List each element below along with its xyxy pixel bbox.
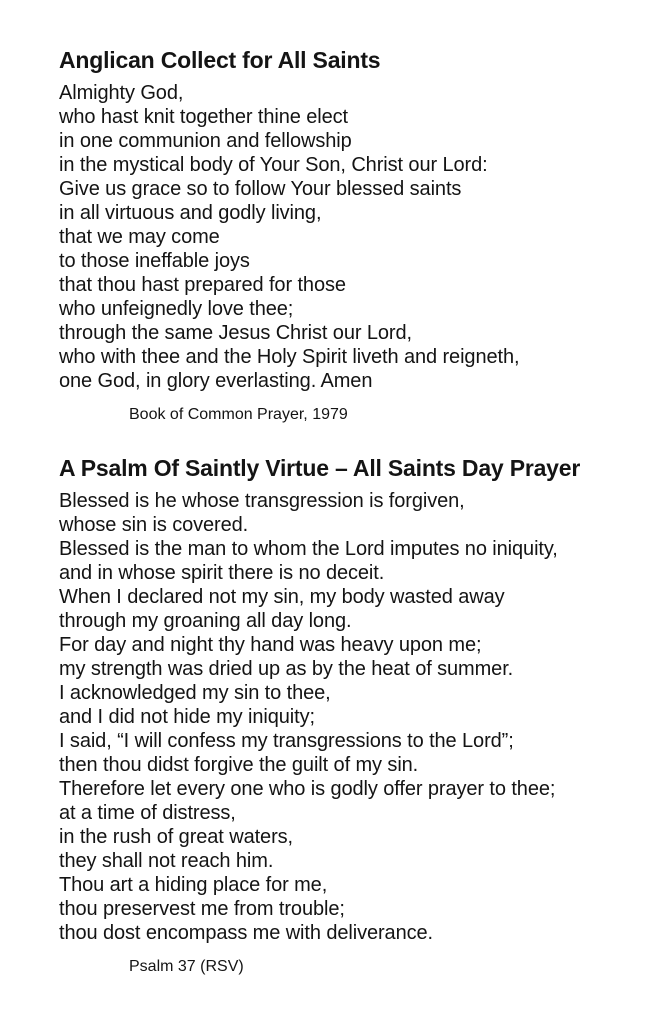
poem-line: through the same Jesus Christ our Lord, — [59, 322, 412, 344]
section-psalm-of-saintly-virtue — [59, 455, 633, 976]
poem-line: in the rush of great waters, — [59, 826, 293, 848]
poem-line: my strength was dried up as by the heat of summer. — [59, 658, 514, 680]
poem-line: For day and night thy hand was heavy upon me; — [59, 634, 482, 656]
poem-line: thou dost encompass me with deliverance. — [59, 922, 433, 944]
poem-line: Blessed is he whose transgression is forgiven, — [59, 490, 465, 512]
poem-line: Therefore let every one who is godly offer prayer to thee; — [59, 778, 556, 800]
poem-line: who with thee and the Holy Spirit liveth and reigneth, — [59, 346, 520, 368]
poem-line: in all virtuous and godly living, — [59, 202, 322, 224]
poem-line: that we may come — [59, 226, 220, 248]
poem-line: and in whose spirit there is no deceit. — [59, 562, 385, 584]
attribution: Psalm 37 (RSV) — [129, 958, 244, 975]
poem-line: I acknowledged my sin to thee, — [59, 682, 331, 704]
poem-line: whose sin is covered. — [59, 514, 249, 536]
poem-line: they shall not reach him. — [59, 850, 274, 872]
poem-line: I said, “I will confess my transgressions to the Lord”; — [59, 730, 514, 752]
poem-line: one God, in glory everlasting. Amen — [59, 370, 373, 392]
poem-line: who unfeignedly love thee; — [59, 298, 294, 320]
section-anglican-collect — [59, 47, 633, 424]
poem-line: thou preservest me from trouble; — [59, 898, 345, 920]
poem-line: then thou didst forgive the guilt of my sin. — [59, 754, 419, 776]
poem-lines — [59, 81, 633, 393]
poem-line: at a time of distress, — [59, 802, 236, 824]
poem-line: Give us grace so to follow Your blessed saints — [59, 178, 462, 200]
section-title: Anglican Collect for All Saints — [59, 47, 381, 73]
attribution: Book of Common Prayer, 1979 — [129, 406, 348, 423]
poem-line: Blessed is the man to whom the Lord imputes no iniquity, — [59, 538, 558, 560]
section-title: A Psalm Of Saintly Virtue – All Saints Day Prayer — [59, 455, 581, 481]
poem-line: who hast knit together thine elect — [59, 106, 349, 128]
poem-line: Almighty God, — [59, 82, 184, 104]
poem-line: When I declared not my sin, my body wasted away — [59, 586, 505, 608]
poem-line: to those ineffable joys — [59, 250, 250, 272]
poem-line: Thou art a hiding place for me, — [59, 874, 328, 896]
poem-line: through my groaning all day long. — [59, 610, 352, 632]
poem-line: in one communion and fellowship — [59, 130, 352, 152]
poem-line: in the mystical body of Your Son, Christ our Lord: — [59, 154, 488, 176]
poem-lines — [59, 489, 633, 945]
poem-line: and I did not hide my iniquity; — [59, 706, 315, 728]
poem-line: that thou hast prepared for those — [59, 274, 346, 296]
